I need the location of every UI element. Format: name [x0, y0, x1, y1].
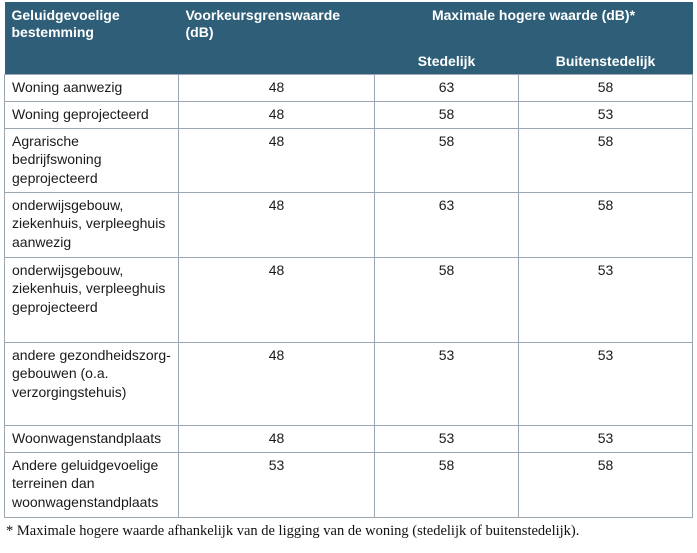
footnote: * Maximale hogere waarde afhankelijk van de ligging van de woning (stedelijk of buitenstedelijk).: [6, 523, 580, 539]
cell-stedelijk: 58: [375, 101, 519, 128]
table-row: [5, 192, 693, 257]
row-label: Woning aanwezig: [5, 74, 179, 101]
row-label: andere gezondheidszorg-gebouwen (o.a. verzorgingstehuis): [5, 342, 179, 425]
cell-voorkeur: 48: [179, 425, 375, 452]
row-label: Agrarische bedrijfswoning geprojecteerd: [5, 128, 179, 192]
cell-buitenstedelijk: 53: [519, 342, 693, 425]
cell-stedelijk: 58: [375, 452, 519, 517]
row-label: Andere geluidgevoelige terreinen dan woonwagenstandplaats: [5, 452, 179, 517]
cell-stedelijk: 53: [375, 425, 519, 452]
cell-stedelijk: 53: [375, 342, 519, 425]
header-buitenstedelijk: Buitenstedelijk: [519, 50, 693, 74]
table-row: [5, 74, 693, 101]
header-bestemming: Geluidgevoelige bestemming: [5, 2, 179, 74]
header-maximale-hogere-waarde: Maximale hogere waarde (dB)*: [375, 2, 693, 50]
row-label: Woonwagenstandplaats: [5, 425, 179, 452]
cell-stedelijk: 58: [375, 128, 519, 192]
noise-limits-table: [4, 2, 693, 518]
table-row: [5, 452, 693, 517]
cell-buitenstedelijk: 58: [519, 452, 693, 517]
table-row: [5, 101, 693, 128]
cell-voorkeur: 48: [179, 342, 375, 425]
row-label: Woning geprojecteerd: [5, 101, 179, 128]
cell-voorkeur: 48: [179, 128, 375, 192]
cell-voorkeur: 48: [179, 192, 375, 257]
table-row: [5, 257, 693, 342]
header-stedelijk: Stedelijk: [375, 50, 519, 74]
table-row: [5, 342, 693, 425]
cell-buitenstedelijk: 53: [519, 257, 693, 342]
cell-voorkeur: 48: [179, 257, 375, 342]
cell-stedelijk: 58: [375, 257, 519, 342]
cell-voorkeur: 53: [179, 452, 375, 517]
cell-buitenstedelijk: 58: [519, 192, 693, 257]
cell-voorkeur: 48: [179, 101, 375, 128]
cell-buitenstedelijk: 58: [519, 74, 693, 101]
table-row: [5, 128, 693, 192]
cell-stedelijk: 63: [375, 192, 519, 257]
cell-stedelijk: 63: [375, 74, 519, 101]
cell-voorkeur: 48: [179, 74, 375, 101]
cell-buitenstedelijk: 58: [519, 128, 693, 192]
row-label: onderwijsgebouw, ziekenhuis, verpleeghuis aanwezig: [5, 192, 179, 257]
cell-buitenstedelijk: 53: [519, 101, 693, 128]
header-voorkeursgrenswaarde: Voorkeursgrenswaarde (dB): [179, 2, 375, 74]
table-row: [5, 425, 693, 452]
cell-buitenstedelijk: 53: [519, 425, 693, 452]
row-label: onderwijsgebouw, ziekenhuis, verpleeghuis geprojecteerd: [5, 257, 179, 342]
